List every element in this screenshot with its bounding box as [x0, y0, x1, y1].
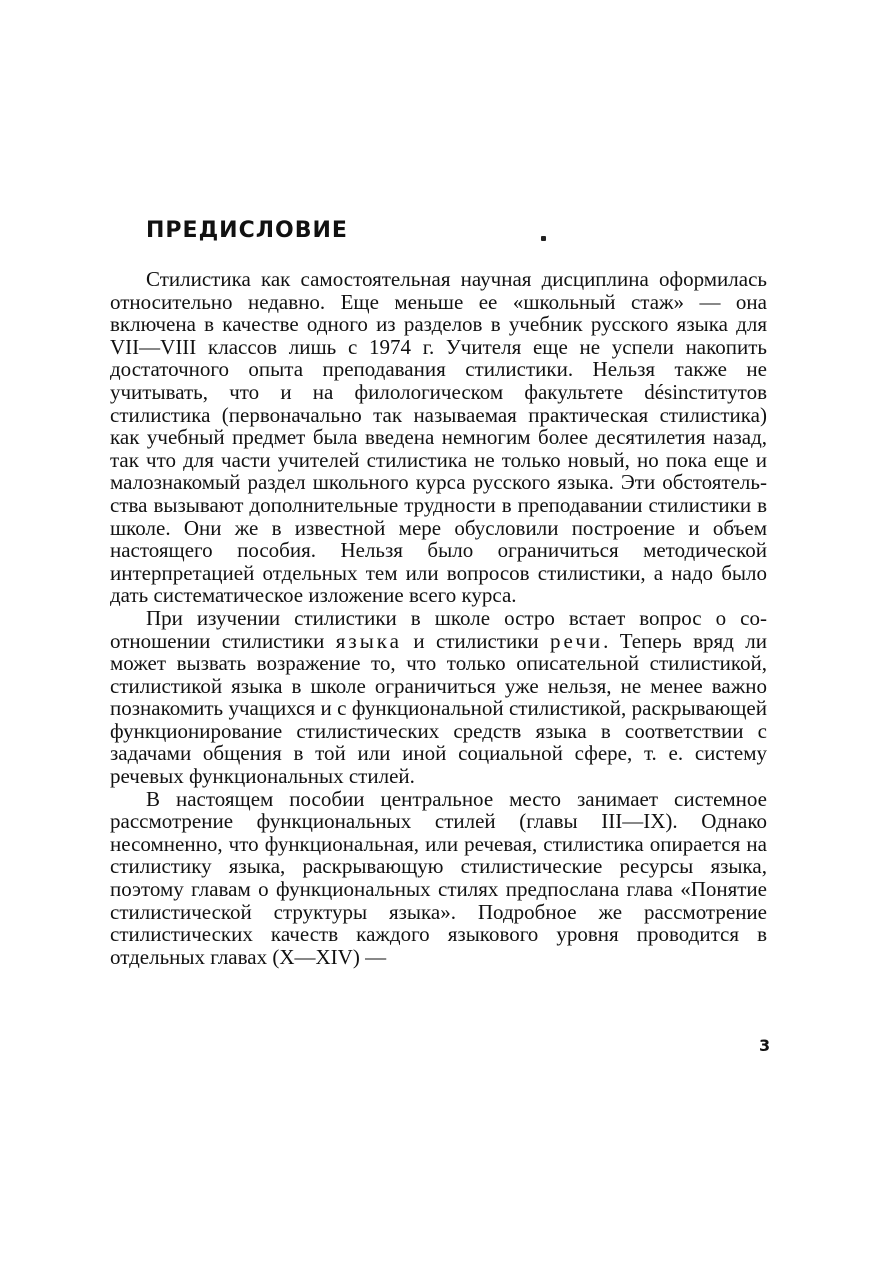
- paragraph-3: В настоящем пособии центральное место занимает системное рассмотрение функциональных стилей (главы III—IX). Однако несомненно, что функциональная, или речевая, стилистика опирается на стилистику языка, раскрывающую стилистические ресурсы языка, поэтому главам о функциональных стилях предпослана глава «Понятие стилистической структуры языка». Подробное же рассмотрение стилистических качеств каждого языкового уровня проводится в отдельных главах (X—XIV) —: [110, 786, 767, 969]
- body-text: [110, 268, 767, 968]
- emphasis-language: языка: [335, 628, 403, 653]
- page-number: 3: [759, 1036, 771, 1055]
- page-title: ПРЕДИСЛОВИЕ: [146, 218, 348, 243]
- paragraph-1: Стилистика как самостоятельная научная дисциплина оформилась относительно недавно. Еще меньше ее «школьный стаж» — она включена в качестве одного из разделов в учебник русского языка для VII—VIII классов лишь с 1974 г. Учителя еще не успели накопить достаточного опыта преподавания стилистики. Нельзя также не учитывать, что и на филологическом факультете désinститутов стилистика (первоначально так называемая практическая стилистика) как учебный предмет была введена немногим более десятилетия назад, так что для части учителей стилистика не только новый, но пока еще и малознакомый раздел школьного курса русского языка. Эти обстоятельства вызывают дополнительные трудности в преподавании стилистики в школе. Они же в известной мере обусловили построение и объем настоящего пособия. Нельзя было ограничиться методической интерпретацией отдельных тем или вопросов стилистики, а надо было дать систематическое изложение всего курса.: [110, 267, 767, 608]
- emphasis-speech: речи: [550, 628, 604, 653]
- paragraph-2: [110, 607, 767, 788]
- paragraph-2-part-1: При изучении стилистики в школе остро встает вопрос о соотношении стилистики: [110, 605, 767, 653]
- print-speck: [541, 236, 546, 241]
- paragraph-2-part-2: и стилистики: [402, 628, 551, 653]
- paragraph-2-part-3: . Теперь вряд ли может вызвать возражение то, что только описательной стилистикой, стилистикой языка в школе ограничиться уже нельзя, не менее важно познакомить учащихся и с функциональной стилистикой, раскрывающей функционирование стилистических средств языка в соответствии с задачами общения в той или иной социальной сфере, т. е. систему речевых функциональных стилей.: [110, 628, 767, 789]
